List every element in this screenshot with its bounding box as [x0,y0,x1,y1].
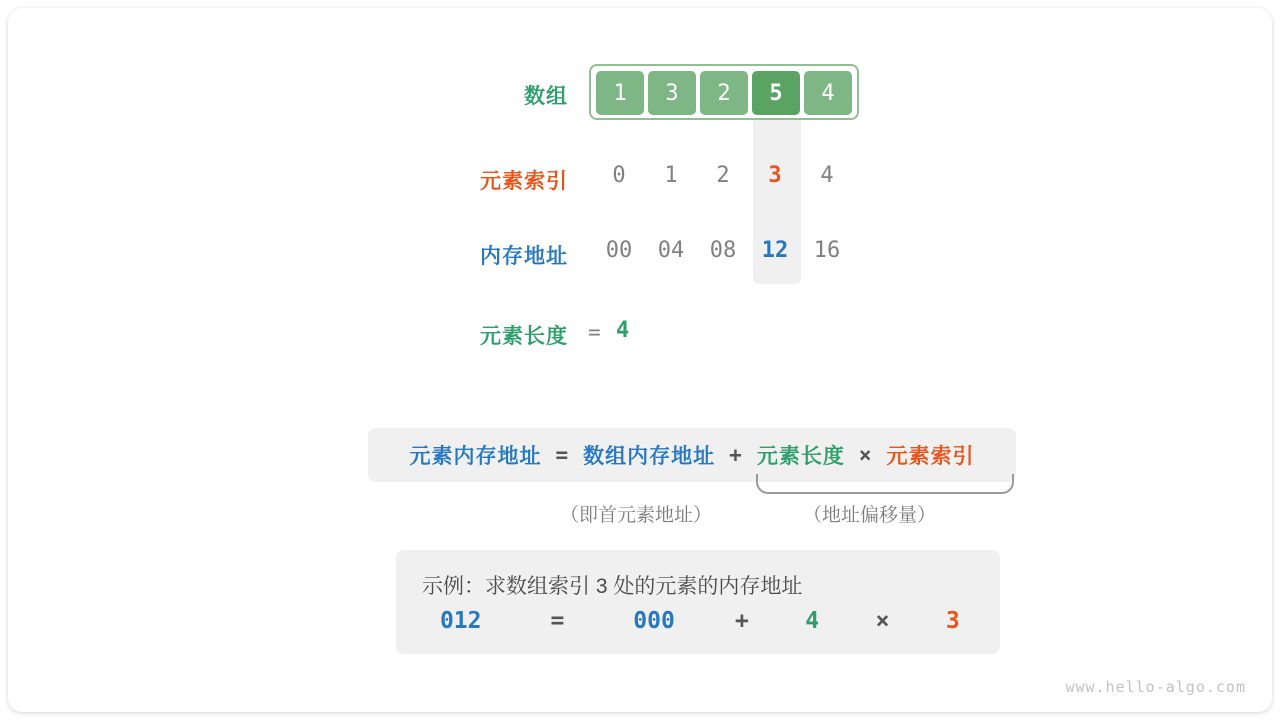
index-row [593,163,853,188]
label-element-index: 元素索引 [480,170,568,193]
label-array: 数组 [524,85,568,108]
example-size: 4 [805,608,820,634]
index-value: 4 [820,163,834,188]
address-value: 04 [657,238,685,263]
note-base-address: （即首元素地址） [560,505,713,526]
example-result: 012 [439,608,482,634]
diagram-canvas [8,8,1272,712]
example-title: 示例：求数组索引 3 处的元素的内存地址 [422,575,803,598]
example-equals: = [550,608,565,634]
array-cell: 1 [596,71,644,115]
address-value: 08 [709,238,737,263]
formula-times: × [858,443,873,467]
address-value: 00 [605,238,633,263]
formula-base: 数组内存地址 [583,445,716,468]
example-box [396,550,1000,654]
example-equation [408,608,988,634]
formula-index: 元素索引 [886,445,975,468]
example-times: × [875,608,890,634]
element-size-equals: = [588,320,601,344]
formula-target: 元素内存地址 [409,445,542,468]
array-cell: 4 [804,71,852,115]
element-size-value: 4 [616,318,630,343]
example-plus: + [735,608,749,634]
offset-brace [756,474,1014,494]
index-value-selected: 3 [768,163,782,188]
array-cell: 2 [700,71,748,115]
array-container [589,64,859,120]
example-base: 000 [633,608,675,634]
address-value-selected: 12 [761,238,789,263]
address-value: 16 [813,238,841,263]
index-value: 0 [612,163,626,188]
formula-size: 元素长度 [756,445,845,468]
watermark: www.hello-algo.com [1065,678,1246,696]
formula-plus: + [729,443,743,467]
label-element-size: 元素长度 [480,325,568,348]
formula-equals: = [555,443,570,467]
index-value: 1 [664,163,678,188]
index-value: 2 [716,163,730,188]
address-row [593,238,853,263]
example-index: 3 [945,608,960,634]
note-offset: （地址偏移量） [803,505,937,526]
array-cell: 3 [648,71,696,115]
array-cell-selected: 5 [752,71,800,115]
label-memory-address: 内存地址 [480,245,568,268]
